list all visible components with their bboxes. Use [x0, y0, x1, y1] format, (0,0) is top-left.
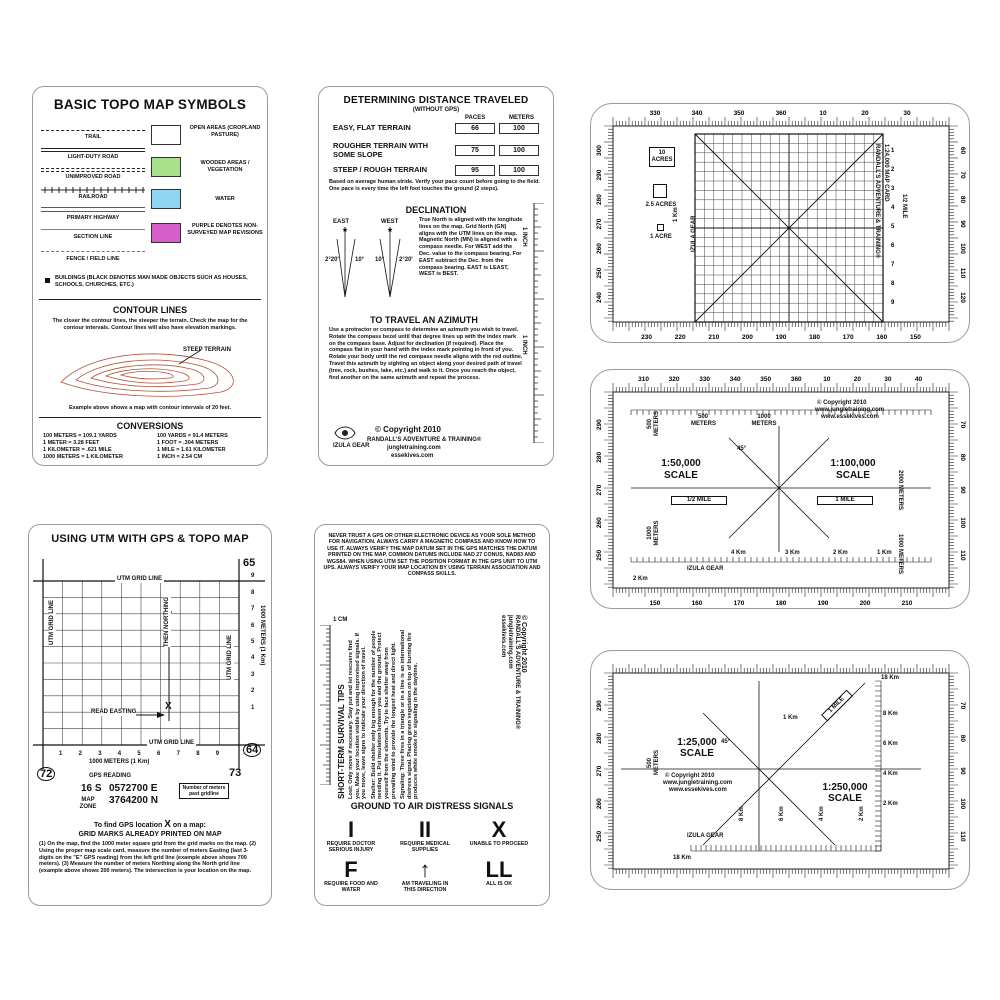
degree-label: 290 [596, 419, 603, 431]
utm-tick-label-vertical: 8 [251, 589, 255, 596]
degree-label: 90 [959, 767, 966, 775]
meters-header: METERS [509, 115, 535, 121]
utm-tick-label-vertical: 7 [251, 606, 255, 613]
degree-label: 90 [959, 486, 966, 494]
gps-reading-head: GPS READING [89, 773, 132, 779]
km-bottom-18: 18 Km [673, 855, 692, 861]
distress-signal [321, 859, 381, 893]
symbol-primary-highway: PRIMARY HIGHWAY [41, 205, 145, 227]
m500-left: 500 METERS [647, 749, 660, 775]
degree-label: 220 [674, 334, 686, 341]
utm-grid-line-top: UTM GRID LINE [117, 576, 162, 582]
inch-label: 1 INCH [521, 335, 527, 355]
signal-symbol: I [347, 817, 355, 842]
degree-label: 90 [959, 220, 966, 228]
symbol-fence: FENCE / FIELD LINE [41, 247, 145, 269]
tip-shelter: Shelter: Build shelter only big enough for the number of people needing it. Put insulation between you and the ground. Protect yourself from the elements. Try to face shelter away from prevailing wind to provide the longest heat and direct light. [370, 630, 397, 799]
degree-label: 170 [842, 334, 854, 341]
utm-tick-label: 3 [98, 751, 102, 757]
map-card-label: 1:24,000 MAP CARD [883, 144, 889, 202]
topo-title: BASIC TOPO MAP SYMBOLS [53, 97, 247, 112]
conversions-right: 100 YARDS = 91.4 METERS 1 FOOT = .304 METERS 1 MILE = 1.61 KILOMETER 1 INCH = 2.54 CM [157, 433, 228, 460]
degree-label: 230 [641, 334, 653, 341]
degree-label: 100 [959, 798, 966, 810]
degree-label: 160 [876, 334, 888, 341]
scale-25000: 1:25,000 [677, 737, 717, 748]
angle-label: 45° [737, 446, 747, 452]
deg-a: 10° [355, 257, 365, 263]
inch-label: 1 INCH [521, 227, 527, 247]
wooded-area-swatch [151, 157, 181, 177]
find-location: To find GPS location X on a map: [94, 819, 206, 830]
m1000-top: 1000 METERS [751, 414, 777, 427]
degree-label: 250 [596, 830, 603, 842]
cm-label: 1 CM [333, 617, 348, 623]
distance-row: EASY, FLAT TERRAIN 66 100 [333, 123, 543, 143]
purple-revision-swatch [151, 223, 181, 243]
utm-tick-label: 4 [117, 751, 122, 757]
degree-label: 270 [596, 484, 603, 496]
azimuth-heading: TO TRAVEL AN AZIMUTH [370, 315, 478, 325]
copyright: © Copyright 2010 [817, 400, 867, 406]
degree-label: 360 [775, 110, 787, 117]
acre-25-box [653, 184, 667, 198]
utm-tick-label: 2 [78, 751, 82, 757]
acres-10: 10 ACRES [649, 147, 675, 167]
utm-tick-label-vertical: 4 [251, 655, 255, 662]
distress-signal [395, 859, 455, 893]
utm-grid-line-right: UTM GRID LINE [227, 635, 233, 680]
grid-73: 73 [229, 767, 242, 779]
km-bottom-4: 4 Km [819, 806, 825, 821]
survival-tips-rotated: SHORT-TERM SURVIVAL TIPS Lost: Only move if necessary. Stay put and let rescuers find you. Make your location visible by using improvised signals. If you move, leave signs to indicate your direction of travel. Shelter: Build shelter only big enough for the number of people needing it. Put insulation between you and the ground. Protect yourself from the elements. Try to face shelter away from prevailing wind to provide the longest heat and direct light. Signaling: Three fires in a triangle or in a line is an international distress signal. Placing green vegetation on top of burning fire produces white smoke for signaling in the daytime. [337, 629, 420, 799]
contour-text: The closer the contour lines, the steeper the terrain. Check the map for the contour intervals. Contour lines will also have elevation markings. [52, 318, 248, 331]
distress-signal [321, 819, 381, 853]
degree-label: 70 [959, 171, 966, 179]
signal-symbol: X [491, 817, 507, 842]
paces-header: PACES [465, 115, 486, 121]
utm-tick-label-vertical: 5 [251, 639, 255, 645]
scale-word: SCALE [664, 470, 698, 481]
copyright: © Copyright 2010 [375, 425, 441, 434]
acres-25: 2.5 ACRES [645, 202, 677, 208]
km-label: 1 Km [673, 207, 679, 222]
signal-symbol: LL [485, 857, 513, 882]
degree-label: 80 [959, 453, 966, 461]
cm-ruler [317, 625, 331, 785]
mile-label: 1/2 MILE [901, 194, 907, 219]
conversions-left: 100 METERS = 109.1 YARDS 1 METER = 3.28 FEET 1 KILOMETER = .621 MILE 1000 METERS = 1 KILOMETER [43, 433, 123, 460]
grid-marks-note: GRID MARKS ALREADY PRINTED ON MAP [78, 831, 222, 838]
degree-label: 330 [699, 376, 711, 383]
easting-label: READ EASTING [91, 709, 137, 715]
degree-label: 250 [596, 549, 603, 561]
divider [39, 299, 261, 300]
deg-left: 2°20' [325, 257, 339, 263]
steep-terrain-label: STEEP TERRAIN [183, 347, 231, 353]
degree-label: 110 [959, 267, 966, 279]
scale-50000: 1:50,000 [661, 458, 701, 469]
degree-label: 320 [668, 376, 680, 383]
signal-label: AM TRAVELING IN THIS DIRECTION [401, 881, 449, 893]
utm-tick-label-vertical: 1 [251, 704, 255, 711]
utm-tick-label-vertical: 9 [251, 573, 255, 580]
degree-label: 80 [959, 195, 966, 204]
site-1: www.jungletraining.com [815, 407, 885, 413]
km-3: 3 Km [785, 550, 800, 556]
mile-box: 1 MILE [821, 690, 853, 722]
km-2: 2 Km [833, 550, 848, 556]
scale-number: 8 [891, 281, 895, 287]
tip-signaling: Signaling: Three fires in a triangle or in a line is an international distress signal. Placing green vegetation on top of burning fire produces white smoke for signaling in the daytime. [400, 629, 420, 799]
m1000-left: 1000 METERS [647, 520, 660, 546]
degree-label: 280 [596, 194, 603, 205]
building-icon [45, 278, 50, 283]
km-right-4: 4 Km [883, 771, 898, 777]
distress-signal [469, 859, 529, 887]
azimuth-text: Use a protractor or compass to determine an azimuth you wish to travel. Rotate the compass bezel until that degree lines up with the index mark on the compass base. Adjust for declination (if required). Place the compass flat in your hand with the index mark pointing in front of you. Rotate your body until the red compass needle aligns with the red outline. Travel this azimuth by sighting an object along your desired path of travel (tree, rock, bushes, lake, etc.) and walk to it. Once you reach the object, find another on the same azimuth and repeat the process. [329, 327, 523, 381]
buildings-note: BUILDINGS (BLACK DENOTES MAN MADE OBJECTS SUCH AS HOUSES, SCHOOLS, CHURCHES, ETC.) [55, 275, 248, 288]
east-label: EAST [333, 219, 350, 225]
degree-label: 350 [733, 110, 745, 117]
contour-heading: CONTOUR LINES [112, 305, 188, 315]
km-1: 1 Km [877, 550, 892, 556]
utm-tick-label: 9 [215, 751, 220, 757]
degree-label: 280 [596, 451, 603, 463]
km-bottom-8: 8 Km [739, 806, 745, 821]
signal-symbol: II [418, 817, 432, 842]
symbol-unimproved-road: UNIMPROVED ROAD [41, 165, 145, 187]
km-right-8: 8 Km [883, 711, 898, 717]
degree-label: 240 [596, 292, 603, 303]
scale-number: 6 [891, 243, 895, 249]
grid-65: 65 [243, 557, 256, 569]
scale-number: 7 [891, 262, 895, 268]
survival-brand-block: © Copyright 2010 RANDALL'S ADVENTURE & TRAINING® jungletraining.com essekives.com [500, 615, 527, 730]
distance-subtitle: (WITHOUT GPS) [412, 107, 460, 113]
protractor-scale-2 [591, 370, 970, 609]
degree-label: 150 [649, 600, 661, 607]
signal-label: REQUIRE DOCTOR SERIOUS INJURY [326, 841, 376, 853]
utm-tick-label-vertical: 2 [251, 688, 255, 695]
angle-label: 45° [721, 739, 731, 745]
symbol-section-line: SECTION LINE [41, 225, 145, 247]
degree-label: 210 [708, 334, 720, 341]
degree-label: 360 [790, 376, 802, 383]
area-water: WATER [151, 187, 263, 217]
degree-label: 190 [775, 334, 787, 341]
tip-lost: Lost: Only move if necessary. Stay put and let rescuers find you. Make your location visible by using improvised signals. If you move, leave signs to indicate your direction of travel. [348, 633, 368, 799]
degree-label: 200 [741, 334, 753, 341]
utm-tick-label-vertical: 3 [251, 671, 255, 678]
declination-text: True North is aligned with the longitude lines on the map. Grid North (GN) aligns with the UTM lines on the map. Magnetic North (MN) is aligned with a compass needle. For WEST add the Dec. value to the compass bearing. For EAST subtract the Dec. from the compass bearing. EAST is LEAST, WEST is BEST. [419, 217, 523, 278]
degree-label: 180 [809, 334, 821, 341]
distance-row: ROUGHER TERRAIN WITH SOME SLOPE 75 100 [333, 141, 543, 167]
km-right-2: 2 Km [883, 801, 898, 807]
degree-label: 60 [959, 146, 966, 155]
km-1: 1 Km [783, 715, 798, 721]
map-card-24000 [590, 103, 970, 343]
degree-label: 110 [959, 550, 966, 561]
degree-label: 170 [733, 600, 745, 607]
site-2: www.essekives.com [669, 787, 727, 793]
logo-vertical: IZULA GEAR [691, 215, 697, 252]
degree-label: 280 [596, 732, 603, 744]
site-2: www.essekives.com [821, 414, 879, 420]
signal-label: ALL IS OK [485, 881, 513, 887]
km-bottom-2: 2 Km [859, 806, 865, 821]
logo: IZULA GEAR [687, 833, 724, 839]
degree-label: 290 [596, 700, 603, 712]
site-2: essekives.com [391, 453, 434, 459]
area-open: OPEN AREAS (CROPLAND PASTURE) [151, 123, 263, 153]
signal-label: REQUIRE MEDICAL SUPPLIES [400, 841, 450, 853]
northing-label: THEN NORTHING [164, 597, 170, 647]
izula-logo-icon [333, 423, 357, 443]
degree-label: 290 [596, 169, 603, 181]
num-note: Number of meters past gridline [179, 783, 229, 799]
location-mark: X [165, 701, 172, 712]
inch-ruler [533, 203, 553, 443]
ground-air-heading: GROUND TO AIR DISTRESS SIGNALS [350, 801, 514, 811]
site-1: jungletraining.com [387, 445, 441, 451]
symbol-trail: TRAIL [41, 125, 145, 147]
distance-card [318, 86, 554, 466]
degree-label: 330 [649, 110, 661, 117]
logo: IZULA GEAR [687, 566, 724, 572]
deg-right: 2°20' [399, 257, 413, 263]
m2000-right: 2000 METERS [897, 470, 903, 511]
utm-tick-label-vertical: 6 [251, 622, 255, 629]
grid-64: 64 [243, 743, 261, 757]
distance-title: DETERMINING DISTANCE TRAVELED [343, 95, 529, 106]
symbol-railroad: RAILROAD [41, 185, 145, 207]
brand-vertical: RANDALL'S ADVENTURE & TRAINING® [874, 144, 880, 259]
m1000-right: 1000 METERS [897, 534, 903, 575]
degree-label: 40 [914, 376, 923, 383]
degree-label: 270 [596, 765, 603, 777]
utm-grid-line-bottom: UTM GRID LINE [149, 740, 194, 746]
distress-signal [395, 819, 455, 853]
water-swatch [151, 189, 181, 209]
northing-value: 3764200 N [109, 795, 158, 806]
scale-word: SCALE [680, 748, 714, 759]
half-mile-box: 1/2 MILE [671, 496, 727, 505]
utm-steps: (1) On the map, find the 1000 meter square grid from the grid marks on the map. (2) Using the proper map scale card, measure the number of meters Easting (last 3-digits on the "E" GPS reading) from the left grid line (example above shows 700 meters). (3) Measure the number of meters Northing along the North grid line (example above shows 200 meters). The intersection is your location on the map. [39, 841, 256, 875]
km-right-6: 6 Km [883, 741, 898, 747]
degree-label: 150 [909, 334, 921, 341]
utm-grid-line-left: UTM GRID LINE [49, 600, 55, 645]
degree-label: 260 [596, 798, 603, 810]
degree-label: 300 [596, 145, 603, 156]
m500-top: 500 METERS [691, 414, 717, 427]
utm-title: USING UTM WITH GPS & TOPO MAP [51, 533, 249, 545]
degree-label: 340 [729, 376, 741, 383]
area-wooded: WOODED AREAS / VEGETATION [151, 155, 263, 185]
scale-card-50000 [590, 369, 970, 609]
degree-label: 200 [859, 600, 871, 607]
scale-number: 3 [891, 186, 895, 192]
degree-label: 260 [596, 243, 603, 254]
pace-note: Based on average human stride. Verify your pace count before going to the field. One pace is every time the left foot touches the ground (2 steps). [329, 179, 540, 192]
copyright: © Copyright 2010 [665, 773, 715, 779]
signal-label: UNABLE TO PROCEED [469, 841, 529, 847]
m500-left: 500 METERS [647, 410, 660, 436]
degree-label: 270 [596, 218, 603, 230]
degree-label: 120 [959, 292, 966, 303]
signal-symbol: ↑ [419, 857, 431, 882]
degree-label: 100 [959, 517, 966, 529]
degree-label: 340 [691, 110, 703, 117]
scale-number: 9 [891, 300, 895, 306]
utm-tick-label: 8 [196, 751, 200, 757]
degree-label: 30 [884, 376, 892, 383]
degree-label: 70 [959, 421, 966, 429]
west-label: WEST [381, 219, 399, 225]
scale-250000: 1:250,000 [822, 782, 868, 793]
signal-symbol: F [344, 857, 358, 882]
contour-note: Example above shows a map with contour intervals of 20 feet. [69, 405, 231, 411]
topo-symbols-card [32, 86, 268, 466]
km-4: 4 Km [731, 550, 746, 556]
divider [39, 417, 261, 418]
degree-label: 160 [691, 600, 703, 607]
degree-label: 260 [596, 517, 603, 529]
deg-b: 10° [375, 257, 385, 263]
site-1: www.jungletraining.com [663, 780, 733, 786]
degree-label: 350 [760, 376, 772, 383]
distance-row: STEEP / ROUGH TERRAIN 95 100 [333, 165, 543, 185]
degree-label: 20 [853, 376, 861, 383]
open-area-swatch [151, 125, 181, 145]
acre-1: 1 ACRE [650, 234, 672, 240]
svg-text:★: ★ [386, 227, 394, 234]
distress-signal [469, 819, 529, 847]
zone-value: 16 S [81, 783, 102, 794]
meters-label: 1000 METERS (1 Km) [89, 759, 150, 765]
degree-label: 70 [959, 702, 966, 710]
scale-number: 2 [891, 167, 895, 173]
one-mile-box: 1 MILE [817, 496, 873, 505]
scale-number: 4 [891, 205, 895, 211]
symbol-light-duty-road: LIGHT-DUTY ROAD [41, 145, 145, 167]
grid-72: 72 [37, 767, 55, 781]
degree-label: 10 [823, 376, 831, 383]
degree-label: 190 [817, 600, 829, 607]
degree-label: 30 [903, 110, 911, 117]
svg-text:★: ★ [341, 227, 349, 234]
map-zone-label: MAP ZONE [79, 797, 97, 810]
utm-card [28, 524, 272, 906]
scale-word-2: SCALE [836, 470, 870, 481]
utm-tick-label: 7 [176, 751, 180, 757]
degree-label: 250 [596, 267, 603, 279]
gps-warning: NEVER TRUST A GPS OR OTHER ELECTRONIC DEVICE AS YOUR SOLE METHOD FOR NAVIGATION. ALWAYS CARRY A MAGNETIC COMPASS AND KNOW HOW TO USE IT. ALWAYS VERIFY THE MAP DATUM SET IN THE GPS MATCHES THE DATUM PRINTED ON THE MAP. COMMON DATUMS INCLUDE NAD 27 CONUS, NAD83 AND WGS84. WHEN USING UTM SET THE POSITION FORMAT IN THE GPS UNIT TO UTM UPS. ALWAYS VERIFY YOUR MAP LOCATION BY USING TERRAIN ASSOCIATION AND COMPASS SKILLS. [323, 533, 541, 578]
survival-card [314, 524, 550, 906]
brand: RANDALL'S ADVENTURE & TRAINING® [367, 437, 482, 443]
km-bottom-6: 6 Km [779, 806, 785, 821]
degree-label: 10 [819, 110, 827, 117]
degree-label: 210 [901, 600, 913, 607]
utm-tick-label: 6 [157, 751, 161, 757]
scale-number: 1 [891, 148, 895, 154]
signal-label: REQUIRE FOOD AND WATER [324, 881, 378, 893]
utm-tick-label: 1 [59, 751, 63, 757]
degree-label: 20 [861, 110, 869, 117]
utm-tick-label: 5 [137, 751, 141, 757]
scale-card-25000 [590, 650, 970, 890]
degree-label: 100 [959, 243, 966, 254]
logo-text: IZULA GEAR [333, 443, 370, 449]
degree-label: 110 [959, 831, 966, 842]
easting-value: 0572700 E [109, 783, 158, 794]
km-right-18: 18 Km [881, 675, 900, 681]
meters-vertical: 1000 METERS (1 Km) [259, 605, 265, 666]
scale-word-2: SCALE [828, 793, 862, 804]
area-purple: PURPLE DENOTES NON-SURVEYED MAP REVISIONS [151, 221, 263, 251]
km-2-bottom: 2 Km [633, 576, 648, 582]
protractor-scale-1 [591, 104, 970, 343]
declination-heading: DECLINATION [405, 205, 467, 215]
scale-number: 5 [891, 224, 895, 230]
conversions-heading: CONVERSIONS [116, 421, 184, 431]
degree-label: 180 [775, 600, 787, 607]
degree-label: 310 [638, 376, 649, 383]
degree-label: 80 [959, 734, 966, 742]
scale-100000: 1:100,000 [830, 458, 876, 469]
acre-1-box [657, 224, 664, 231]
